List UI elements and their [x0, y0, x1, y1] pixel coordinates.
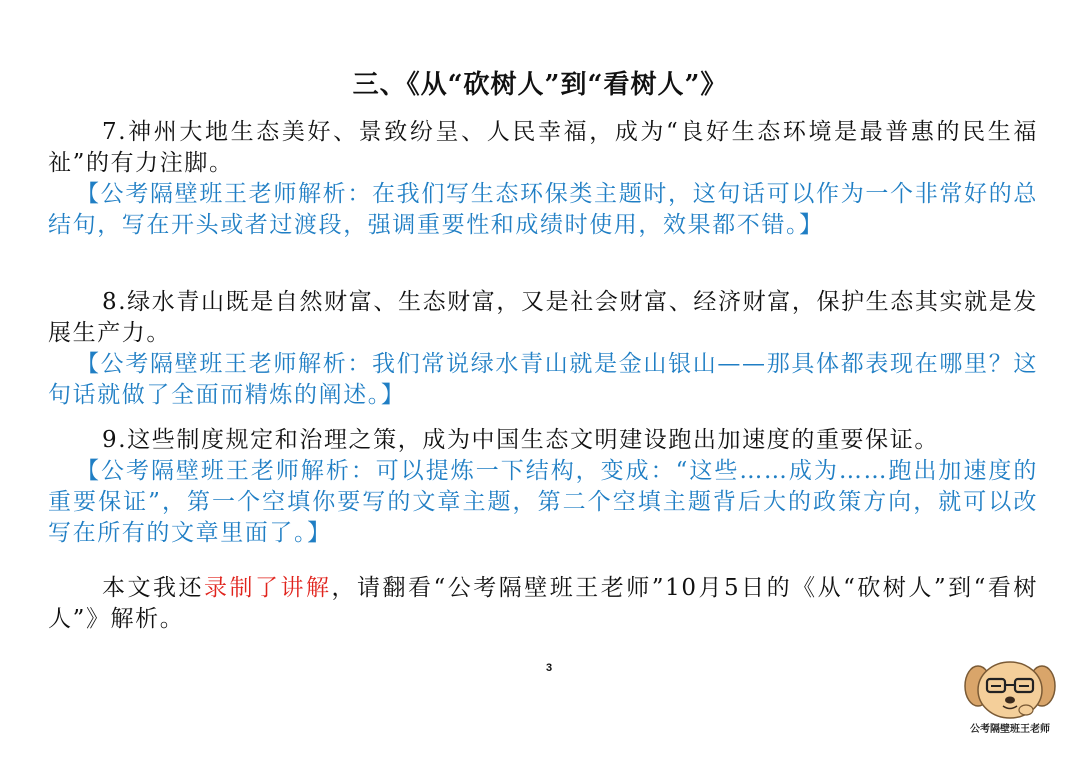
item-9-analysis: 【公考隔壁班王老师解析：可以提炼一下结构，变成：“这些……成为……跑出加速度的重要保证”，第一个空填你要写的文章主题，第二个空填主题背后大的政策方向，就可以改写在所有的文章里面了。】 [48, 458, 1038, 546]
item-7-text: 7.神州大地生态美好、景致纷呈、人民幸福，成为“良好生态环境是最普惠的民生福祉”的有力注脚。 [48, 119, 1038, 176]
item-9-text: 9.这些制度规定和治理之策，成为中国生态文明建设跑出加速度的重要保证。 [102, 427, 939, 453]
recording-note-text [48, 573, 1038, 635]
section-title: 三、《从“砍树人”到“看树人”》 [352, 70, 728, 100]
dog-mascot-with-glasses-icon [962, 648, 1058, 758]
item-9 [48, 425, 1038, 549]
note-before: 本文我还 [102, 575, 204, 601]
item-8-text: 8.绿水青山既是自然财富、生态财富，又是社会财富、经济财富，保护生态其实就是发展生产力。 [48, 289, 1038, 346]
logo-caption: 公考隔壁班王老师 [970, 724, 1050, 735]
page-number: 3 [546, 662, 553, 674]
item-8-analysis: 【公考隔壁班王老师解析：我们常说绿水青山就是金山银山——那具体都表现在哪里？这句话就做了全面而精炼的阐述。】 [48, 351, 1038, 408]
item-7 [48, 117, 1038, 241]
recording-note [48, 573, 1038, 635]
note-highlight: 录制了讲解 [204, 575, 332, 601]
item-8 [48, 287, 1038, 411]
note-after: ，请翻看“公考隔壁班王老师”10月5日的《从“砍树人”到“看树人”》解析。 [48, 575, 1038, 632]
item-7-analysis: 【公考隔壁班王老师解析：在我们写生态环保类主题时，这句话可以作为一个非常好的总结句，写在开头或者过渡段，强调重要性和成绩时使用，效果都不错。】 [48, 181, 1038, 238]
